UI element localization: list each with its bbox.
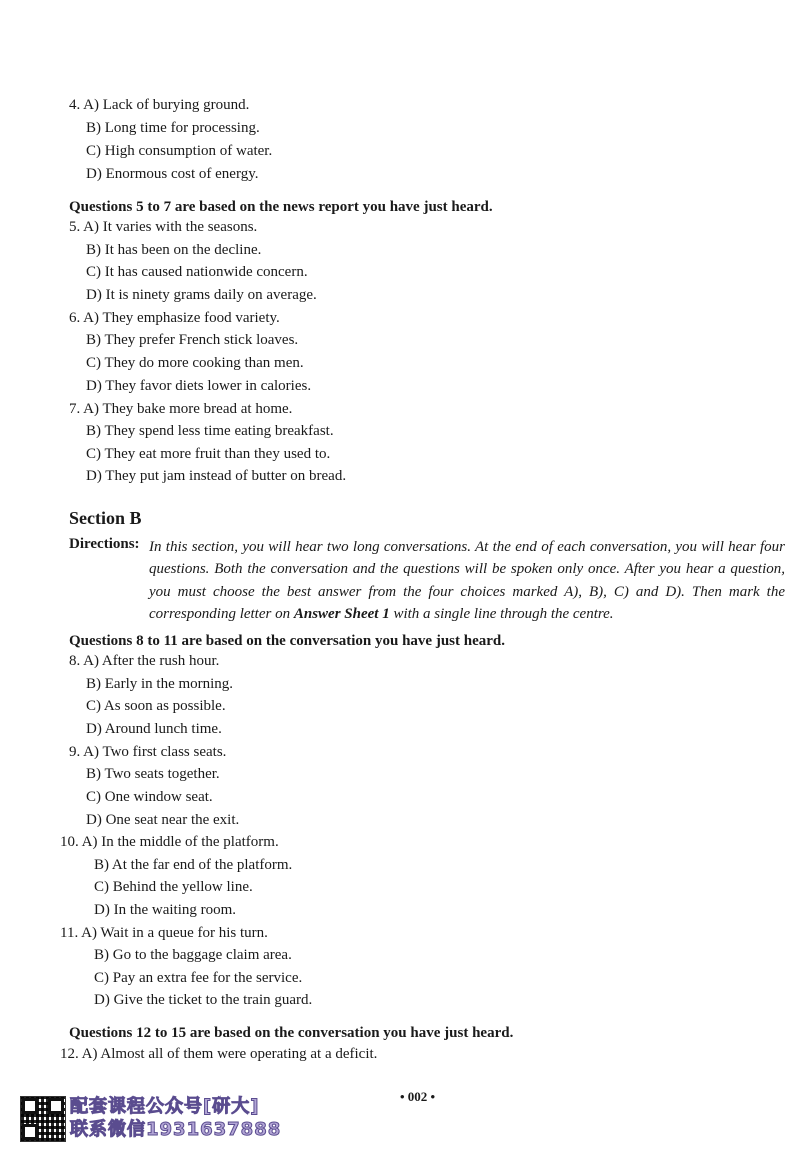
q4-option-b: B) Long time for processing.	[86, 120, 260, 136]
q11-option-c: C) Pay an extra fee for the service.	[94, 970, 303, 986]
q8-option-b: B) Early in the morning.	[86, 676, 234, 692]
q6-option-d: D) They favor diets lower in calories.	[86, 378, 312, 394]
qr-code-icon	[20, 1096, 66, 1142]
q5-option-b: B) It has been on the decline.	[86, 242, 262, 258]
q6-option-c: C) They do more cooking than men.	[86, 355, 304, 371]
q10-option-d: D) In the waiting room.	[94, 902, 237, 918]
directions-text	[149, 536, 785, 625]
q4-option-a: 4. A) Lack of burying ground.	[69, 97, 250, 113]
q8-option-c: C) As soon as possible.	[86, 698, 226, 714]
questions-12-15-heading: Questions 12 to 15 are based on the conversation you have just heard.	[69, 1025, 514, 1041]
promo-line-2: 联系微信1931637888	[70, 1119, 282, 1140]
q11-option-d: D) Give the ticket to the train guard.	[94, 992, 313, 1008]
q4-option-c: C) High consumption of water.	[86, 143, 273, 159]
directions-label: Directions:	[69, 536, 140, 552]
q5-option-a: 5. A) It varies with the seasons.	[69, 219, 258, 235]
q10-option-a: 10. A) In the middle of the platform.	[60, 834, 279, 850]
q9-option-d: D) One seat near the exit.	[86, 812, 240, 828]
q10-option-b: B) At the far end of the platform.	[94, 857, 293, 873]
questions-5-7-heading: Questions 5 to 7 are based on the news report you have just heard.	[69, 199, 493, 215]
q9-option-a: 9. A) Two first class seats.	[69, 744, 227, 760]
q5-option-d: D) It is ninety grams daily on average.	[86, 287, 317, 303]
directions-text-part1: In this section, you will hear two long conversations. At the end of each conversation, you will hear four questions. Both the conversation and the questions will be spoken only once. After you hear a question, you must choose the best answer from the four choices marked A), B), C) and D). Then mark the corresponding letter on	[149, 539, 785, 622]
q7-option-d: D) They put jam instead of butter on bread.	[86, 468, 347, 484]
section-b-title: Section B	[69, 508, 142, 528]
q11-option-b: B) Go to the baggage claim area.	[94, 947, 292, 963]
q6-option-a: 6. A) They emphasize food variety.	[69, 310, 280, 326]
q8-option-a: 8. A) After the rush hour.	[69, 653, 220, 669]
q8-option-d: D) Around lunch time.	[86, 721, 222, 737]
q7-option-b: B) They spend less time eating breakfast.	[86, 423, 334, 439]
q12-option-a: 12. A) Almost all of them were operating at a deficit.	[60, 1046, 378, 1062]
q5-option-c: C) It has caused nationwide concern.	[86, 264, 308, 280]
promo-line-1: 配套课程公众号[研大]	[70, 1096, 260, 1117]
q10-option-c: C) Behind the yellow line.	[94, 879, 253, 895]
q11-option-a: 11. A) Wait in a queue for his turn.	[60, 925, 268, 941]
q9-option-c: C) One window seat.	[86, 789, 213, 805]
directions-text-part2: with a single line through the centre.	[389, 605, 614, 622]
page-number: • 002 •	[400, 1089, 436, 1104]
q4-option-d: D) Enormous cost of energy.	[86, 166, 259, 182]
questions-8-11-heading: Questions 8 to 11 are based on the conversation you have just heard.	[69, 633, 505, 649]
q6-option-b: B) They prefer French stick loaves.	[86, 332, 299, 348]
q7-option-a: 7. A) They bake more bread at home.	[69, 401, 293, 417]
q9-option-b: B) Two seats together.	[86, 766, 220, 782]
q7-option-c: C) They eat more fruit than they used to.	[86, 446, 331, 462]
promo-watermark	[20, 1096, 320, 1142]
answer-sheet-reference: Answer Sheet 1	[293, 605, 390, 622]
